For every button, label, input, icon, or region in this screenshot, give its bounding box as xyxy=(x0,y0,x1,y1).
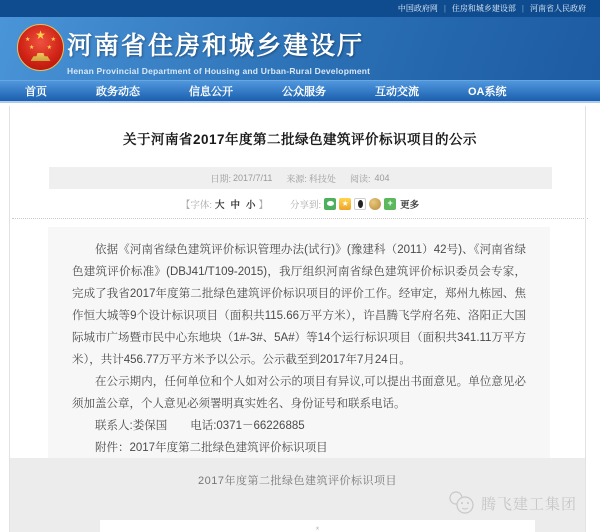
content-area xyxy=(0,106,600,532)
topbar-separator: | xyxy=(521,4,524,13)
meta-date-value: 2017/7/11 xyxy=(233,173,273,183)
site-subtitle-en: Henan Provincial Department of Housing and Urban-Rural Development xyxy=(67,66,371,76)
font-size-medium-button[interactable]: 中 xyxy=(230,199,240,211)
main-nav xyxy=(0,80,600,103)
topbar xyxy=(0,0,600,17)
topbar-link-mohurd[interactable]: 住房和城乡建设部 xyxy=(451,4,516,13)
topbar-separator: | xyxy=(443,4,446,13)
emblem-star-icon: ★ xyxy=(35,28,46,42)
national-emblem-logo xyxy=(17,24,64,71)
article-paragraph: 在公示期内，任何单位和个人如对公示的项目有异议,可以提出书面意见。单位意见必须加盖公章，个人意见必须署明真实姓名、身份证号和联系电话。 xyxy=(72,376,526,410)
article-body xyxy=(48,227,550,497)
attachment-line: 附件：2017年度第二批绿色建筑评价标识项目 xyxy=(95,442,328,454)
meta-views-label: 阅读: xyxy=(349,173,371,184)
font-size-large-button[interactable]: 大 xyxy=(214,199,225,211)
nav-item-gov-news[interactable]: 政务动态 xyxy=(96,86,140,98)
nav-item-public-service[interactable]: 公众服务 xyxy=(282,86,326,98)
topbar-link-china-gov[interactable]: 中国政府网 xyxy=(397,4,438,13)
font-size-small-button[interactable]: 小 xyxy=(245,199,256,211)
nav-item-home[interactable]: 首页 xyxy=(25,86,47,98)
dotted-divider xyxy=(12,218,588,219)
watermark xyxy=(447,490,577,516)
article-paragraph: 依据《河南省绿色建筑评价标识管理办法(试行)》(豫建科（2011）42号)、《河南省绿色建筑评价标准》(DBJ41/T109-2015)，我厅组织河南省绿色建筑评价标识委员会专家，完成了我省2017年度第二批绿色建筑评价标识项目的评价工作。经审定，郑州九栋园、焦作恒大城等9个设计标识项目（面积共115.66万平方米），许昌腾飞学府名苑、洛阳正大国际城市广场暨市民中心东地块（1#-3#、5A#）等14个运行标识项目（面积共341.11万平方米），共计456.77万平方米予以公示。公示截至到2017年7月24日。 xyxy=(72,244,526,366)
qq-icon[interactable] xyxy=(354,198,366,210)
tengfei-logo-icon xyxy=(447,490,477,516)
meta-date-label: 日期: xyxy=(210,173,232,184)
topbar-link-henan-gov[interactable]: 河南省人民政府 xyxy=(530,4,586,13)
emblem-star-icon: ★ xyxy=(50,37,56,43)
more-plus-icon[interactable]: + xyxy=(384,198,396,210)
article-meta-bar xyxy=(49,167,552,189)
site-header xyxy=(0,17,600,80)
content-right-border xyxy=(585,106,586,532)
share-label: 分享到: xyxy=(290,199,322,211)
emblem-star-icon: ★ xyxy=(46,45,52,51)
emblem-gate-icon xyxy=(31,53,51,61)
share-more-button[interactable]: 更多 xyxy=(400,199,420,211)
emblem-star-icon: ★ xyxy=(29,45,35,51)
share-circle-icon[interactable] xyxy=(369,198,381,210)
qzone-icon[interactable]: ★ xyxy=(339,198,351,210)
font-size-suffix: 】 xyxy=(258,199,269,211)
nav-item-oa-system[interactable]: OA系统 xyxy=(468,86,507,98)
wechat-icon[interactable] xyxy=(324,198,336,210)
attachment-table-tick: * xyxy=(315,525,320,532)
attachment-section xyxy=(10,458,585,532)
nav-item-interaction[interactable]: 互动交流 xyxy=(375,86,419,98)
meta-source-label: 来源: xyxy=(286,173,307,184)
font-size-prefix: 【字体: xyxy=(180,199,212,211)
emblem-star-icon: ★ xyxy=(25,37,31,43)
contact-line: 联系人:娄保国 电话:0371－66226885 xyxy=(95,420,305,432)
attachment-table-top xyxy=(100,520,535,532)
watermark-text: 腾飞建工集团 xyxy=(480,495,577,513)
attachment-section-title: 2017年度第二批绿色建筑评价标识项目 xyxy=(198,475,397,487)
site-title: 河南省住房和城乡建设厅 xyxy=(67,32,365,60)
nav-item-info-disclosure[interactable]: 信息公开 xyxy=(189,86,233,98)
meta-source-value: 科技处 xyxy=(308,173,336,184)
meta-views-value: 404 xyxy=(374,173,390,183)
article-tools-row xyxy=(0,196,600,211)
article-title: 关于河南省2017年度第二批绿色建筑评价标识项目的公示 xyxy=(122,132,478,147)
